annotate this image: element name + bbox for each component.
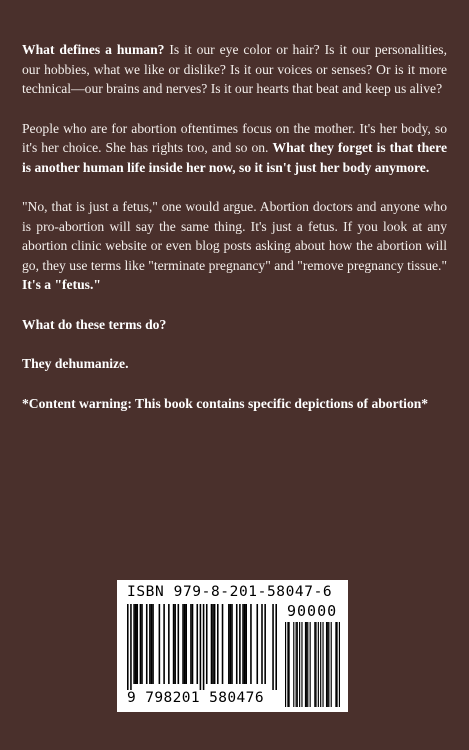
barcode-digits: 9 798201 580476 [127, 690, 264, 706]
blurb-p2-lead: People who are for abortion oftentimes focus on the mother. It's her body, so it's her choice. She has rights too, and so on. [22, 120, 447, 155]
addon-bar [331, 622, 332, 707]
barcode-bar [152, 604, 154, 684]
addon-bar [322, 622, 323, 707]
addon-bar [299, 622, 300, 707]
barcode-bar [185, 604, 187, 684]
addon-bar [301, 622, 302, 707]
barcode-bar [272, 604, 274, 690]
addon-bar [339, 622, 340, 707]
blurb-paragraph-3 [22, 197, 447, 295]
barcode-bar [245, 604, 247, 684]
addon-bar [315, 622, 316, 707]
addon-bar [326, 622, 327, 707]
barcode-bar [135, 604, 137, 684]
barcode-bar [173, 604, 175, 684]
blurb-p2-bold: What they forget is that there is another human life inside her now, so it isn't just her body anymore. [22, 140, 447, 175]
addon-bar [336, 622, 337, 707]
barcode-bar [214, 604, 216, 684]
addon-bar [305, 622, 306, 707]
barcode-bar [136, 604, 138, 684]
barcode-bar [159, 604, 161, 684]
barcode-bar [184, 604, 186, 684]
barcode-bar [133, 604, 135, 684]
barcode-bar [182, 604, 184, 684]
addon-barcode-bars [285, 622, 340, 707]
content-warning: *Content warning: This book contains specific depictions of abortion* [22, 395, 429, 411]
blurb-p3-bold: It's a "fetus." [22, 277, 101, 292]
barcode-bar [127, 604, 129, 690]
barcode-bar [190, 604, 192, 684]
addon-bar [307, 622, 308, 707]
isbn-label: ISBN 979-8-201-58047-6 [127, 584, 333, 600]
barcode-bar [217, 604, 219, 684]
barcode-bar [163, 604, 165, 684]
barcode-bar [141, 604, 143, 684]
blurb-question-rest: Is it our eye color or hair? Is it our personalities, our hobbies, what we like or dislike? Is it our voices or senses? Or is it more technical—our brains and nerves? Is it our hearts that beat and keep us alive? [22, 42, 447, 96]
barcode-bar [203, 604, 205, 690]
barcode-bar [192, 604, 194, 684]
addon-bar [320, 622, 321, 707]
barcode-bar [239, 604, 241, 684]
blurb-paragraph-1 [22, 40, 447, 99]
barcode-bar [168, 604, 170, 684]
blurb-question-bold: What defines a human? [22, 42, 165, 57]
addon-bar [296, 622, 297, 707]
blurb-text [22, 40, 447, 433]
barcode-bar [250, 604, 252, 684]
blurb-paragraph-2 [22, 119, 447, 178]
isbn-barcode [117, 580, 348, 712]
barcode-bar [236, 604, 238, 684]
barcode-bar [212, 604, 214, 684]
barcode-bar [130, 604, 132, 690]
barcode-bar [151, 604, 153, 684]
barcode-bar [200, 604, 202, 690]
barcode-bar [231, 604, 233, 684]
addon-bar [310, 622, 311, 707]
barcode-bar [146, 604, 148, 684]
barcode-bar [174, 604, 176, 684]
addon-bar [306, 622, 307, 707]
barcode-bar [264, 604, 266, 684]
blurb-paragraph-4: What do these terms do? [22, 316, 167, 332]
addon-bar [318, 622, 319, 707]
barcode-bar [222, 604, 224, 684]
addon-bar [335, 622, 336, 707]
addon-bar [314, 622, 315, 707]
barcode-bar [230, 604, 232, 684]
barcode-bar [261, 604, 263, 684]
addon-bar [285, 622, 286, 707]
addon-bar [289, 622, 290, 707]
barcode-bar [275, 604, 277, 690]
addon-bar [297, 622, 298, 707]
barcode-bar [149, 604, 151, 684]
addon-number: 90000 [287, 602, 338, 620]
barcode-bar [228, 604, 230, 684]
addon-bar [287, 622, 288, 707]
blurb-paragraph-5: They dehumanize. [22, 356, 129, 371]
addon-bar [293, 622, 294, 707]
barcode-bar [242, 604, 244, 684]
barcode-bar [140, 604, 142, 684]
barcode-bar [206, 604, 208, 684]
addon-bar [328, 622, 329, 707]
barcode-bar [256, 604, 258, 684]
barcode-bar [178, 604, 180, 684]
barcode-bar [196, 604, 198, 684]
barcode-bar [244, 604, 246, 684]
barcode-bar [211, 604, 213, 684]
blurb-p3-lead: "No, that is just a fetus," one would argue. Abortion doctors and anyone who is pro-abortion will say the same thing. It's just a fetus. If you look at any abortion clinic website or even blog posts asking about how the abortion will go, they use terms like "terminate pregnancy" and "remove pregnancy tissue." [22, 199, 447, 273]
ean13-barcode-bars [127, 604, 277, 690]
addon-bar [327, 622, 328, 707]
